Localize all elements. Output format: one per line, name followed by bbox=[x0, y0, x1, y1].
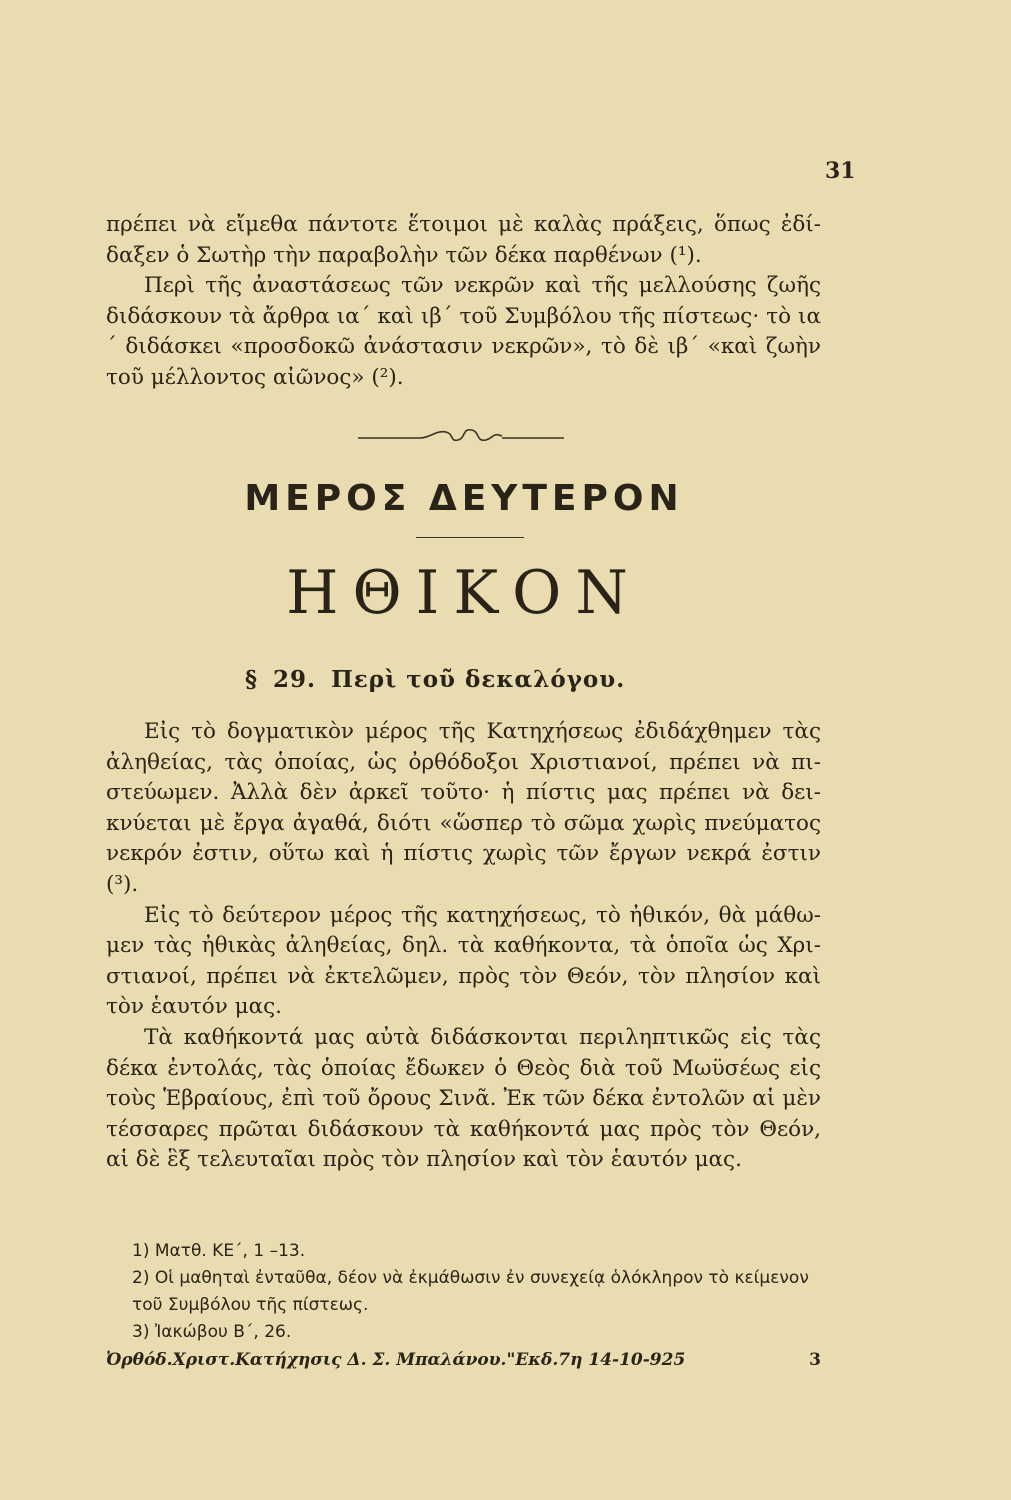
imprint-text: Ὀρθόδ.Χριστ.Κατήχησις Δ. Σ. Μπαλάνου."Εκδ.7η 14-10-925 bbox=[106, 1350, 686, 1370]
heading-rule bbox=[416, 537, 524, 538]
intro-text bbox=[106, 210, 821, 394]
intro-paragraph-2: Περὶ τῆς ἀναστάσεως τῶν νεκρῶν καὶ τῆς μελλούσης ζωῆς διδάσκουν τὰ ἄρθρα ια´ καὶ ιβ´ τοῦ Συμβόλου τῆς πίστεως· τὸ ια´ διδάσκει «προσδοκῶ ἀνάστασιν νεκρῶν», τὸ δὲ ιβ´ «καὶ ζωὴν τοῦ μέλλοντος αἰῶνος» (²). bbox=[106, 273, 821, 390]
section-title: Περὶ τοῦ δεκαλόγου. bbox=[331, 666, 626, 693]
body-paragraph-3: Τὰ καθήκοντά μας αὐτὰ διδάσκονται περιληπτικῶς εἰς τὰς δέκα ἐντολάς, τὰς ὁποίας ἔδωκεν ὁ Θεὸς διὰ τοῦ Μωϋσέως εἰς τοὺς Ἑβραίους, ἐπὶ τοῦ ὄρους Σινᾶ. Ἐκ τῶν δέκα ἐντολῶν αἱ μὲν τέσσαρες πρῶται διδάσκουν τὰ καθήκοντά μας πρὸς τὸν Θεόν, αἱ δὲ ἓξ τελευταῖαι πρὸς τὸν πλησίον καὶ τὸν ἑαυτόν μας. bbox=[106, 1024, 821, 1173]
body-paragraph-1: Εἰς τὸ δογματικὸν μέρος τῆς Κατηχήσεως ἐδιδάχθημεν τὰς ἀληθείας, τὰς ὁποίας, ὡς ὀρθόδοξοι Χριστιανοί, πρέπει νὰ πι-στεύωμεν. Ἀλλὰ δὲν ἀρκεῖ τοῦτο· ἡ πίστις μας πρέπει νὰ δει-κνύεται μὲ ἔργα ἀγαθά, διότι «ὥσπερ τὸ σῶμα χωρὶς πνεύματος νεκρόν ἐστιν, οὕτω καὶ ἡ πίστις χωρὶς τῶν ἔργων νεκρά ἐστιν (³). bbox=[106, 719, 821, 897]
main-title: ΗΘΙΚΟΝ bbox=[286, 558, 642, 628]
page-number: 31 bbox=[825, 158, 856, 184]
footnote-3: 3) Ἰακώβου Β´, 26. bbox=[132, 1322, 292, 1342]
footnote-2: 2) Οἱ μαθηταὶ ἐνταῦθα, δέον νὰ ἐκμάθωσιν ἐν συνεχείᾳ ὁλόκληρον τὸ κείμενον τοῦ Συμβόλου τῆς πίστεως. bbox=[132, 1268, 809, 1315]
body-paragraph-2: Εἰς τὸ δεύτερον μέρος τῆς κατηχήσεως, τὸ ἠθικόν, θὰ μάθω-μεν τὰς ἠθικὰς ἀληθείας, δηλ. τὰ καθήκοντα, τὰ ὁποῖα ὡς Χρι-στιανοί, πρέπει νὰ ἐκτελῶμεν, πρὸς τὸν Θεόν, τὸν πλησίον καὶ τὸν ἑαυτόν μας. bbox=[106, 902, 821, 1020]
section-heading bbox=[245, 666, 625, 693]
signature-mark: 3 bbox=[809, 1350, 821, 1370]
intro-paragraph-1: πρέπει νὰ εἴμεθα πάντοτε ἕτοιμοι μὲ καλὰς πράξεις, ὅπως ἐδί-δαξεν ὁ Σωτὴρ τὴν παραβολὴν τῶν δέκα παρθένων (¹). bbox=[106, 212, 821, 268]
part-heading: ΜΕΡΟΣ ΔΕΥΤΕΡΟΝ bbox=[244, 478, 684, 519]
imprint-line bbox=[106, 1350, 821, 1370]
footnotes bbox=[106, 1238, 821, 1346]
section-symbol: § bbox=[245, 666, 259, 693]
ornament-divider-icon bbox=[358, 420, 564, 448]
footnote-1: 1) Ματθ. ΚΕ´, 1 –13. bbox=[132, 1241, 306, 1261]
body-text bbox=[106, 717, 821, 1176]
section-number: 29. bbox=[273, 666, 317, 693]
